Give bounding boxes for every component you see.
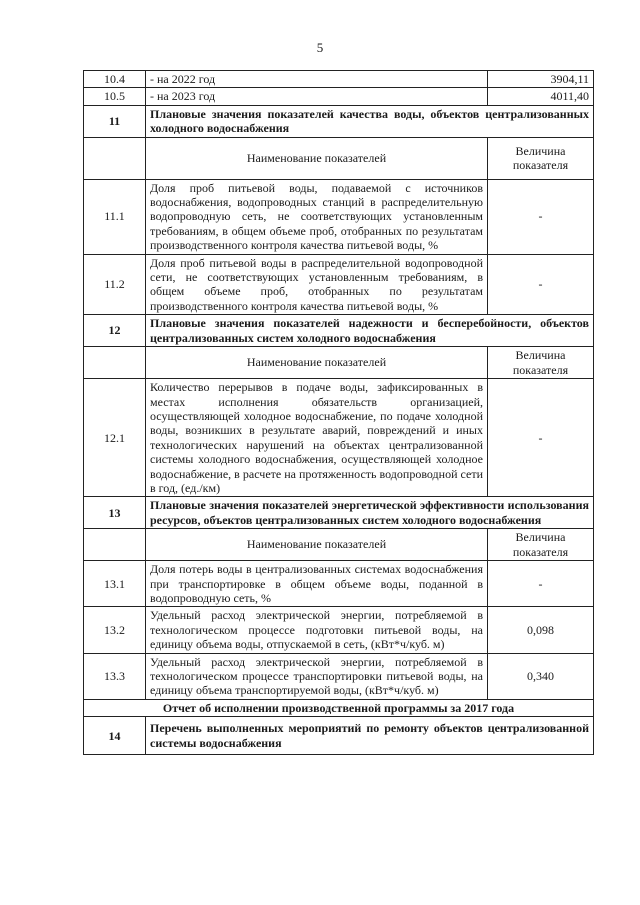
section-number: 12 [84, 315, 146, 347]
section-row [84, 105, 594, 137]
table-row [84, 254, 594, 315]
indicators-table [83, 70, 594, 755]
row-number: 13.2 [84, 607, 146, 653]
table-row [84, 379, 594, 497]
row-number: 10.4 [84, 71, 146, 88]
row-number: 13.1 [84, 561, 146, 607]
section-title: Плановые значения показателей энергетической эффективности использования ресурсов, объектов централизованных систем холодного водоснабжения [146, 497, 594, 529]
row-value: 4011,40 [488, 88, 594, 105]
empty-cell [84, 529, 146, 561]
column-header-name: Наименование показателей [146, 529, 488, 561]
row-number: 10.5 [84, 88, 146, 105]
table-row [84, 179, 594, 254]
section-title: Плановые значения показателей качества воды, объектов централизованных холодного водоснабжения [146, 105, 594, 137]
row-description: Доля проб питьевой воды, подаваемой с источников водоснабжения, водопроводных станций в распределительную водопроводную сеть, не соответствующих установленным требованиям, в общем объеме проб, отобранных по результатам производственного контроля качества питьевой воды, % [146, 179, 488, 254]
row-value: - [488, 254, 594, 315]
row-description: Доля проб питьевой воды в распределительной водопроводной сети, не соответствующих установленным требованиям, в общем объеме проб, отобранных по результатам производственного контроля качества питьевой воды, % [146, 254, 488, 315]
column-header-row [84, 347, 594, 379]
row-number: 11.1 [84, 179, 146, 254]
table-row [84, 607, 594, 653]
section-number: 14 [84, 717, 146, 755]
report-title: Отчет об исполнении производственной программы за 2017 года [84, 699, 594, 716]
row-value: - [488, 179, 594, 254]
section-number: 11 [84, 105, 146, 137]
row-description: Удельный расход электрической энергии, потребляемой в технологическом процессе подготовки питьевой воды, на единицу объема воды, отпускаемой в сеть, (кВт*ч/куб. м) [146, 607, 488, 653]
row-description: - на 2022 год [146, 71, 488, 88]
section-number: 13 [84, 497, 146, 529]
column-header-name: Наименование показателей [146, 347, 488, 379]
row-value: - [488, 561, 594, 607]
column-header-value: Величина показателя [488, 347, 594, 379]
row-description: Доля потерь воды в централизованных системах водоснабжения при транспортировке в общем объеме воды, поданной в водопроводную сеть, % [146, 561, 488, 607]
section-row [84, 497, 594, 529]
page-number: 5 [316, 40, 324, 55]
column-header-value: Величина показателя [488, 137, 594, 179]
empty-cell [84, 137, 146, 179]
section-row [84, 717, 594, 755]
row-value: 0,098 [488, 607, 594, 653]
column-header-name: Наименование показателей [146, 137, 488, 179]
column-header-value: Величина показателя [488, 529, 594, 561]
row-description: Количество перерывов в подаче воды, зафиксированных в местах исполнения обязательств организацией, осуществляющей холодное водоснабжение, по подаче холодной воды, возникших в результате аварий, повреждений и иных технологических нарушений на объектах централизованной системы холодного водоснабжения, осуществляющей холодное водоснабжение, в расчете на протяженность водопроводной сети в год, (ед./км) [146, 379, 488, 497]
table-row [84, 88, 594, 105]
column-header-row [84, 137, 594, 179]
row-description: Удельный расход электрической энергии, потребляемой в технологическом процессе транспортировки питьевой воды, на единицу объема транспортируемой воды, (кВт*ч/куб. м) [146, 653, 488, 699]
table-row [84, 71, 594, 88]
row-number: 12.1 [84, 379, 146, 497]
table-row [84, 561, 594, 607]
row-number: 13.3 [84, 653, 146, 699]
row-value: 3904,11 [488, 71, 594, 88]
row-number: 11.2 [84, 254, 146, 315]
section-row [84, 315, 594, 347]
row-value: - [488, 379, 594, 497]
table-row [84, 653, 594, 699]
section-title: Перечень выполненных мероприятий по ремонту объектов централизованной системы водоснабжения [146, 717, 594, 755]
row-value: 0,340 [488, 653, 594, 699]
section-title: Плановые значения показателей надежности и бесперебойности, объектов централизованных систем холодного водоснабжения [146, 315, 594, 347]
empty-cell [84, 347, 146, 379]
row-description: - на 2023 год [146, 88, 488, 105]
report-title-row [84, 699, 594, 716]
column-header-row [84, 529, 594, 561]
